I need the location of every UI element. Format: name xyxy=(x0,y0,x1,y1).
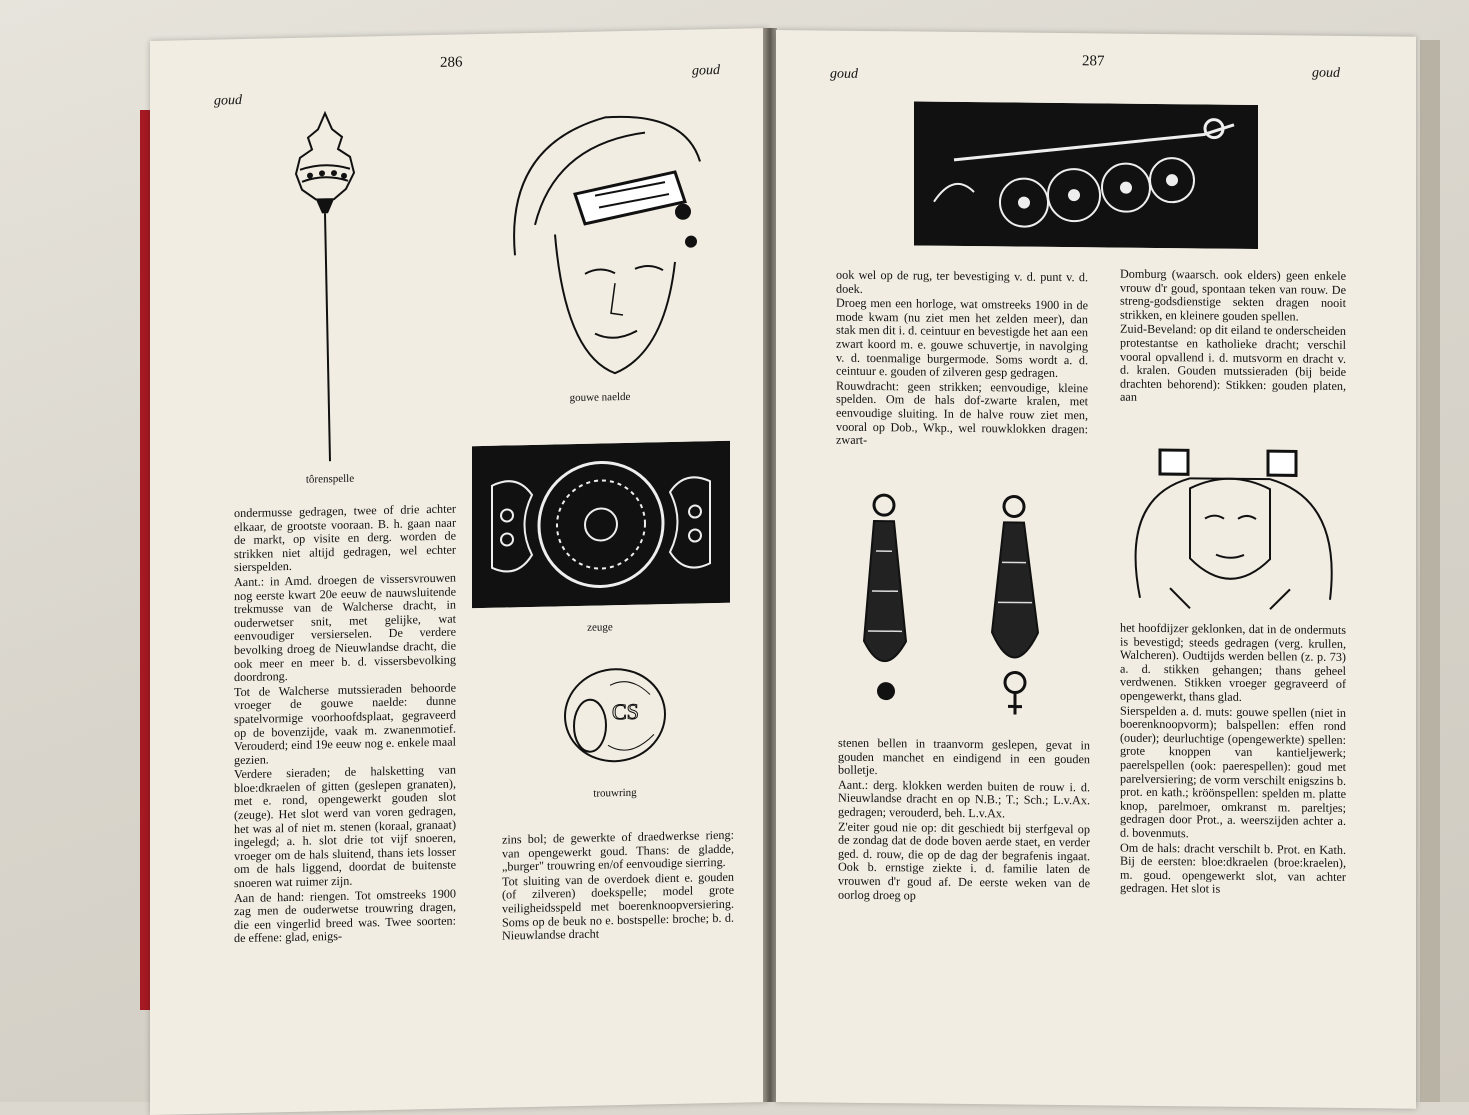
paragraph: Zuid-Beveland: op dit eiland te onderscheiden protestantse en katholieke dracht; verschil vooral opvallend i. d. mutsvorm en dracht v. d. kralen. Gouden mutssieraden (bij beide drachten behorend): Stikken: gouden platen, aan xyxy=(1120,321,1346,405)
text-column-2 xyxy=(502,829,734,945)
paragraph: ook wel op de rug, ter bevestiging v. d. punt v. d. doek. xyxy=(836,267,1088,296)
paragraph: Tot de Walcherse mutssieraden behoorde vroeger de gouwe naelde: dunne spatelvormige voorhoofdsplaat, gegraveerd op de bovenzijde, vaak m. zwanenmotief. Verouderd; eind 19e eeuw nog e. enkele maal gezien. xyxy=(234,680,456,767)
paragraph: het hoofdijzer geklonken, dat in de ondermuts is bevestigd; steeds gedragen (verg. krullen, Walcheren). Oudtijds werden bellen (z. p. 73) a. d. stikken gehangen; thans geheel verdwenen. Stikken vroeger gegraveerd of opengewerkt, thans glad. xyxy=(1120,620,1346,704)
paragraph: Aant.: derg. klokken werden buiten de rouw i. d. Nieuwlandse dracht en op N.B.; T.; Sch.; L.v.Ax. gedragen; verouderd, beh. L.v.Ax. xyxy=(838,777,1090,821)
page-number: 286 xyxy=(440,54,463,71)
text-column-1 xyxy=(836,269,1088,451)
caption-trouwring: trouwring xyxy=(593,786,637,800)
left-page xyxy=(150,28,768,1115)
paragraph: Tot sluiting van de overdoek dient e. gouden (of zilveren) doekspelle; model grote veiligheidsspeld met boerenknoopversiering. Soms op de beuk no e. bostspelle: broche; b. d. Nieuwlandse dracht xyxy=(502,869,734,943)
paragraph: Verdere sieraden; de halsketting van bloe:dkraelen of gitten (geslepen granaten), met e. rond, opengewerkt gouden slot (zeuge). Het slot werd van voren gedragen, het was al of niet m. stenen (koraal, granaat) ingelegd; a. h. slot drie tot vijf snoeren, vroeger om de hals sluitend, thans iets losser om de hals liggend, doordat de buitenste snoeren wat ruimer zijn. xyxy=(234,762,456,891)
paragraph: Aant.: in Amd. droegen de vissersvrouwen nog eerste kwart 20e eeuw de nauwsluitende trekmusse van de Walcherse dracht, in ouderwetser snit, met gelijke, wat eenvoudiger versierselen. De verdere bevolking droeg de Nieuwlandse dracht, die ook meer en meer b. d. vissersbevolking doordrong. xyxy=(234,570,456,685)
running-head-left: goud xyxy=(214,93,242,109)
right-page xyxy=(776,30,1416,1109)
paragraph: Droeg men een horloge, wat omstreeks 1900 in de mode kwam (nu ziet men het zelden meer), dan stak men dit i. d. ceintuur en bevestigde het aan een zwart koord m. e. gouwe schuvertje, in navolging v. d. toenmalige burgermode. Soms wordt a. d. ceintuur e. gouden of zilveren gesp gedragen. xyxy=(836,295,1088,381)
torenspelle-illustration xyxy=(270,108,380,470)
svg-text:CS: CS xyxy=(612,698,639,725)
zuid-beveland-portrait-illustration xyxy=(1120,438,1342,620)
doekspelle-illustration xyxy=(914,101,1258,249)
paragraph: ondermusse gedragen, twee of drie achter elkaar, de grootste vooraan. B. h. gaan naar de markt, op visite en derg. worden de strikken niet altijd gedragen, wel echter sierspelden. xyxy=(234,501,456,575)
text-column-2 xyxy=(1120,268,1346,408)
paragraph: Domburg (waarsch. ook elders) geen enkele vrouw d'r goud, spontaan teken van rouw. De streng-godsdienstige sekten dragen nooit strikken, en kleinere gouden spellen. xyxy=(1120,266,1346,324)
caption-zeuge: zeuge xyxy=(587,621,613,634)
rouwklokken-illustration xyxy=(854,491,1054,733)
text-column-1b xyxy=(838,737,1090,906)
text-column-2b xyxy=(1120,622,1346,899)
paragraph: stenen bellen in traanvorm geslepen, gevat in gouden manchet en eindigend in een gouden bolletje. xyxy=(838,735,1090,778)
caption-gouwe-naelde: gouwe naelde xyxy=(569,390,631,405)
paragraph: Sierspelden a. d. muts: gouwe spellen (niet in boerenknoopvorm); balspellen: effen rond (ouder); deurluchtige (opengewerkte) spellen: grote knoppen van kantieljewerk; paerelspellen (ook: paerespellen): goud met parelversiering; de vorm verschilt enigszins b. prot. en kath.; kröönspellen: spelden m. platte knop, parelmoer, omkranst m. pareltjes; gedragen door Prot., a. weerszijden achter a. d. bovenmuts. xyxy=(1120,703,1346,841)
running-head-right: goud xyxy=(692,63,720,79)
text-column-1 xyxy=(234,503,456,948)
paragraph: Z'eiter goud nie op: dit geschiedt bij sterfgeval op de zondag dat de dode boven aerde staet, en verder ged. d. rouw, die op de dag der begrafenis ingaat. Ook b. ernstige ziekte i. d. familie laten de vrouwen d'r goud af. De eerste weken van de oorlog droeg op xyxy=(838,819,1090,902)
running-head-left: goud xyxy=(830,66,858,82)
caption-torenspelle: tôrenspelle xyxy=(305,472,355,486)
paragraph: Aan de hand: riengen. Tot omstreeks 1900 zag men de ouderwetse trouwring dragen, die een vingerlid breed was. Twee soorten: de effene: glad, enigs- xyxy=(234,886,456,946)
page-number: 287 xyxy=(1082,53,1105,70)
gouwe-naelde-illustration xyxy=(495,101,705,405)
zeuge-illustration xyxy=(472,441,730,608)
trouwring-illustration xyxy=(560,654,670,776)
paragraph: Om de hals: dracht verschilt b. Prot. en Kath. Bij de eersten: bloe:dkraelen (broe:kraelen), m. goud. opengewerkt slot, van achter gedragen. Het slot is xyxy=(1120,840,1346,896)
book-spine xyxy=(763,28,777,1102)
paragraph: zins bol; de gewerkte of draedwerkse rieng: van opengewerkt goud. Thans: de gladde, „burger" trouwring en/of eenvoudige sierring. xyxy=(502,827,734,874)
running-head-right: goud xyxy=(1312,65,1340,81)
paragraph: Rouwdracht: geen strikken; eenvoudige, kleine spelden. Om de hals dof-zwarte kralen, met eenvoudige sluiting. In de halve rouw ziet men, vooral op Dob., Wkp., wel rouwklokken dragen: zwart- xyxy=(836,378,1088,448)
book-page-stack xyxy=(1420,40,1440,1102)
